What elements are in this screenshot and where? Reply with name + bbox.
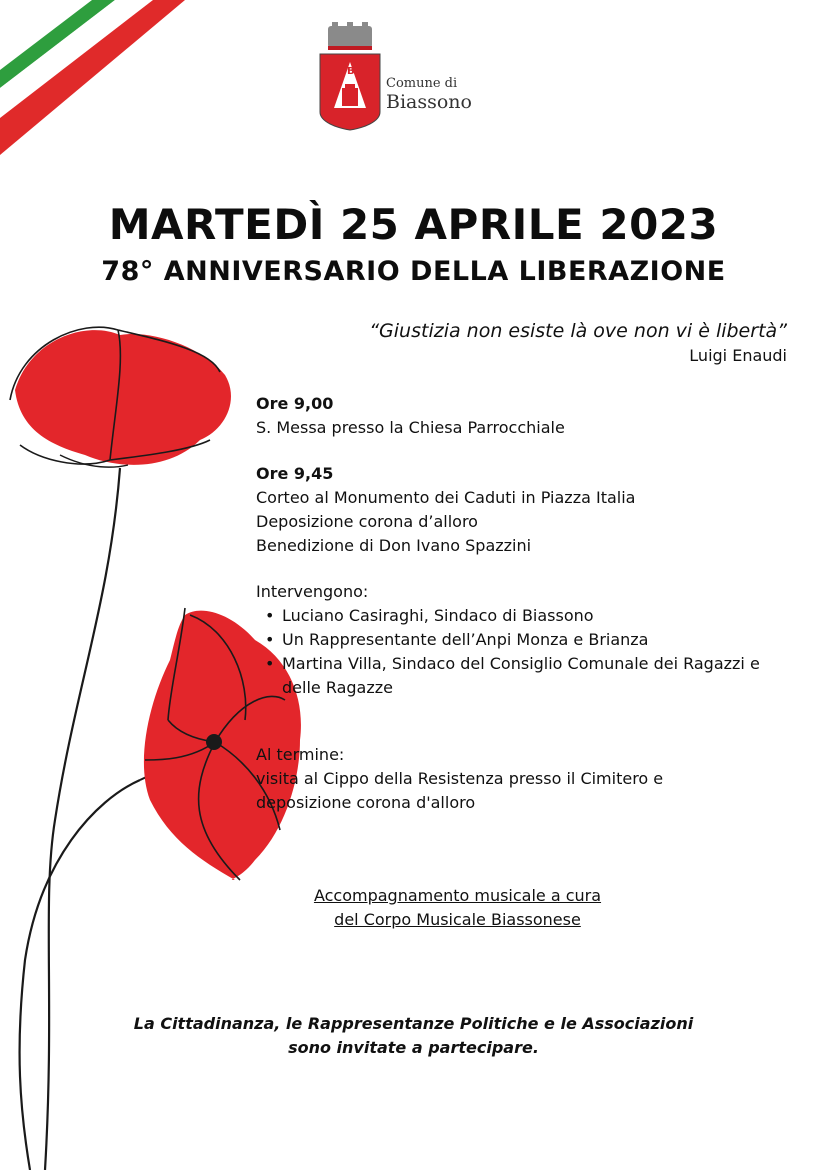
music-line-2: del Corpo Musicale Biassonese <box>334 910 581 929</box>
closing-line: deposizione corona d'alloro <box>256 793 476 812</box>
quote-author: Luigi Enaudi <box>689 346 787 365</box>
closing-heading: Al termine: <box>256 745 345 764</box>
list-item: • Un Rappresentante dell’Anpi Monza e Brianza <box>262 628 802 652</box>
page-title: MARTEDÌ 25 APRILE 2023 <box>108 200 719 249</box>
list-item: • Luciano Casiraghi, Sindaco di Biassono <box>262 604 802 628</box>
closing-line: visita al Cippo della Resistenza presso il Cimitero e <box>256 769 664 788</box>
closing-block <box>256 743 663 815</box>
program-time: Ore 9,45 <box>256 464 334 483</box>
program-line: S. Messa presso la Chiesa Parrocchiale <box>256 418 565 437</box>
music-line-1: Accompagnamento musicale a cura <box>313 886 602 905</box>
biassono-crest-icon <box>318 22 382 132</box>
italian-flag-stripes <box>0 0 200 170</box>
program-block-1 <box>256 392 565 440</box>
program-time: Ore 9,00 <box>256 394 334 413</box>
program-line: Benedizione di Don Ivano Spazzini <box>256 536 532 555</box>
page-subtitle: 78° ANNIVERSARIO DELLA LIBERAZIONE <box>101 256 726 287</box>
comune-logo <box>318 22 478 134</box>
speakers-list <box>262 604 802 700</box>
logo-text <box>386 76 472 113</box>
invitation-line-1: La Cittadinanza, le Rappresentanze Politiche e le Associazioni <box>133 1014 694 1033</box>
top-poppy-icon <box>10 327 231 467</box>
logo-line-2: Biassono <box>386 91 472 113</box>
crest-letter: B <box>347 66 355 77</box>
quote-text: “Giustizia non esiste là ove non vi è libertà” <box>369 320 787 342</box>
logo-line-1: Comune di <box>386 76 458 91</box>
program-line: Deposizione corona d’alloro <box>256 512 478 531</box>
program-block-2 <box>256 462 635 558</box>
list-item: • Martina Villa, Sindaco del Consiglio Comunale dei Ragazzi e delle Ragazze <box>262 652 802 700</box>
program-line: Corteo al Monumento dei Caduti in Piazza Italia <box>256 488 636 507</box>
speakers-heading: Intervengono: <box>256 582 369 601</box>
invitation-line-2: sono invitate a partecipare. <box>288 1038 539 1057</box>
